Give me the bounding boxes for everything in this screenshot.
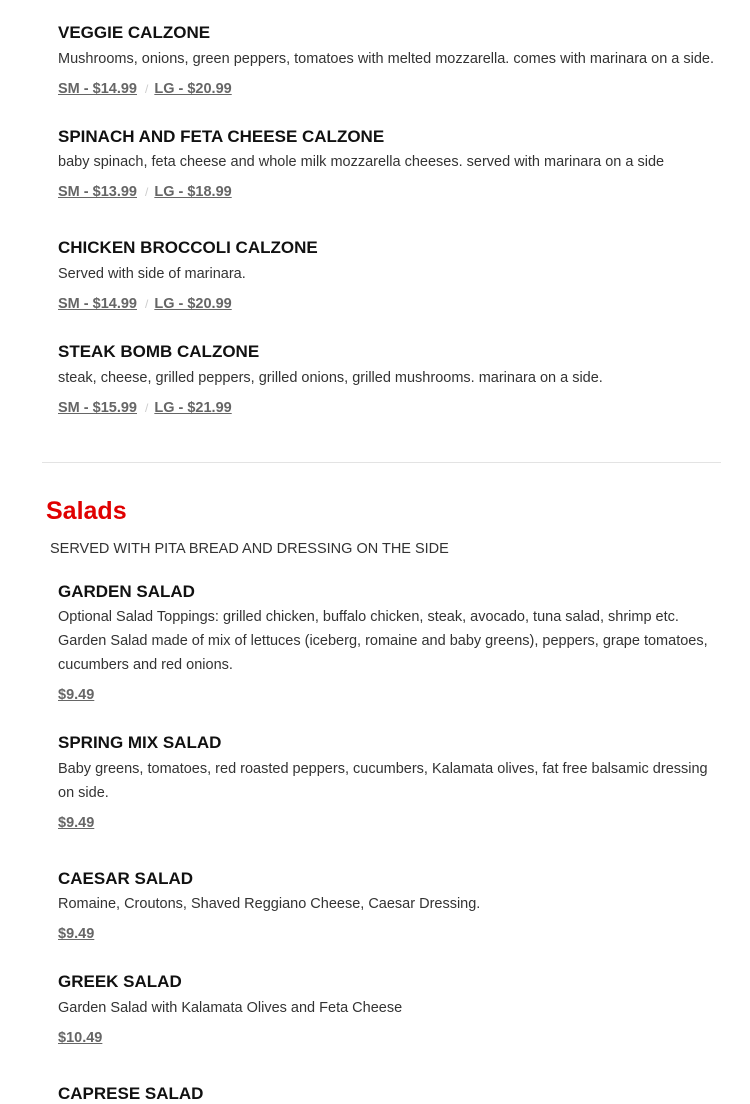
item-description: Baby greens, tomatoes, red roasted peppers, cucumbers, Kalamata olives, fat free balsamic dressing on side. bbox=[58, 761, 708, 801]
section-divider bbox=[42, 462, 721, 463]
item-description: steak, cheese, grilled peppers, grilled onions, grilled mushrooms. marinara on a side. bbox=[58, 370, 603, 386]
price-link[interactable]: $9.49 bbox=[58, 926, 95, 942]
item-title: GREEK SALAD bbox=[58, 972, 182, 991]
price-link[interactable]: $9.49 bbox=[58, 815, 95, 831]
item-title: VEGGIE CALZONE bbox=[58, 23, 211, 42]
price-row bbox=[58, 81, 232, 97]
price-small-link[interactable]: SM - $15.99 bbox=[58, 400, 137, 416]
item-title: SPRING MIX SALAD bbox=[58, 733, 222, 752]
price-small-link[interactable]: SM - $14.99 bbox=[58, 296, 137, 312]
item-title: CAESAR SALAD bbox=[58, 869, 194, 888]
price-small-link[interactable]: SM - $14.99 bbox=[58, 81, 137, 97]
item-title: GARDEN SALAD bbox=[58, 582, 195, 601]
price-link[interactable]: $10.49 bbox=[58, 1030, 103, 1046]
price-row bbox=[58, 926, 94, 942]
price-large-link[interactable]: LG - $20.99 bbox=[154, 81, 232, 97]
item-title: STEAK BOMB CALZONE bbox=[58, 342, 260, 361]
price-row bbox=[58, 1030, 102, 1046]
price-large-link[interactable]: LG - $18.99 bbox=[154, 184, 232, 200]
price-link[interactable]: $9.49 bbox=[58, 687, 95, 703]
price-row bbox=[58, 815, 94, 831]
item-description: Served with side of marinara. bbox=[58, 266, 246, 282]
item-title: CAPRESE SALAD bbox=[58, 1084, 204, 1103]
price-row bbox=[58, 184, 232, 200]
item-description: Mushrooms, onions, green peppers, tomatoes with melted mozzarella. comes with marinara on a side. bbox=[58, 51, 715, 67]
price-large-link[interactable]: LG - $20.99 bbox=[154, 296, 232, 312]
price-row bbox=[58, 400, 232, 416]
item-description: baby spinach, feta cheese and whole milk mozzarella cheeses. served with marinara on a side bbox=[58, 154, 665, 170]
price-separator: / bbox=[145, 401, 149, 415]
item-description: Garden Salad with Kalamata Olives and Feta Cheese bbox=[58, 1000, 403, 1016]
item-description: Optional Salad Toppings: grilled chicken, buffalo chicken, steak, avocado, tuna salad, shrimp etc. Garden Salad made of mix of lettuces (iceberg, romaine and baby greens), peppers, grape tomatoes, cucumbers and red onions. bbox=[58, 609, 708, 673]
price-row bbox=[58, 296, 232, 312]
section-subtitle: SERVED WITH PITA BREAD AND DRESSING ON THE SIDE bbox=[50, 541, 449, 557]
price-separator: / bbox=[145, 185, 149, 199]
price-separator: / bbox=[145, 82, 149, 96]
item-description: Romaine, Croutons, Shaved Reggiano Cheese, Caesar Dressing. bbox=[58, 896, 481, 912]
price-small-link[interactable]: SM - $13.99 bbox=[58, 184, 137, 200]
price-large-link[interactable]: LG - $21.99 bbox=[154, 400, 232, 416]
section-title-salads: Salads bbox=[46, 497, 127, 525]
price-row bbox=[58, 687, 94, 703]
item-title: CHICKEN BROCCOLI CALZONE bbox=[58, 238, 318, 257]
item-title: SPINACH AND FETA CHEESE CALZONE bbox=[58, 127, 385, 146]
price-separator: / bbox=[145, 297, 149, 311]
